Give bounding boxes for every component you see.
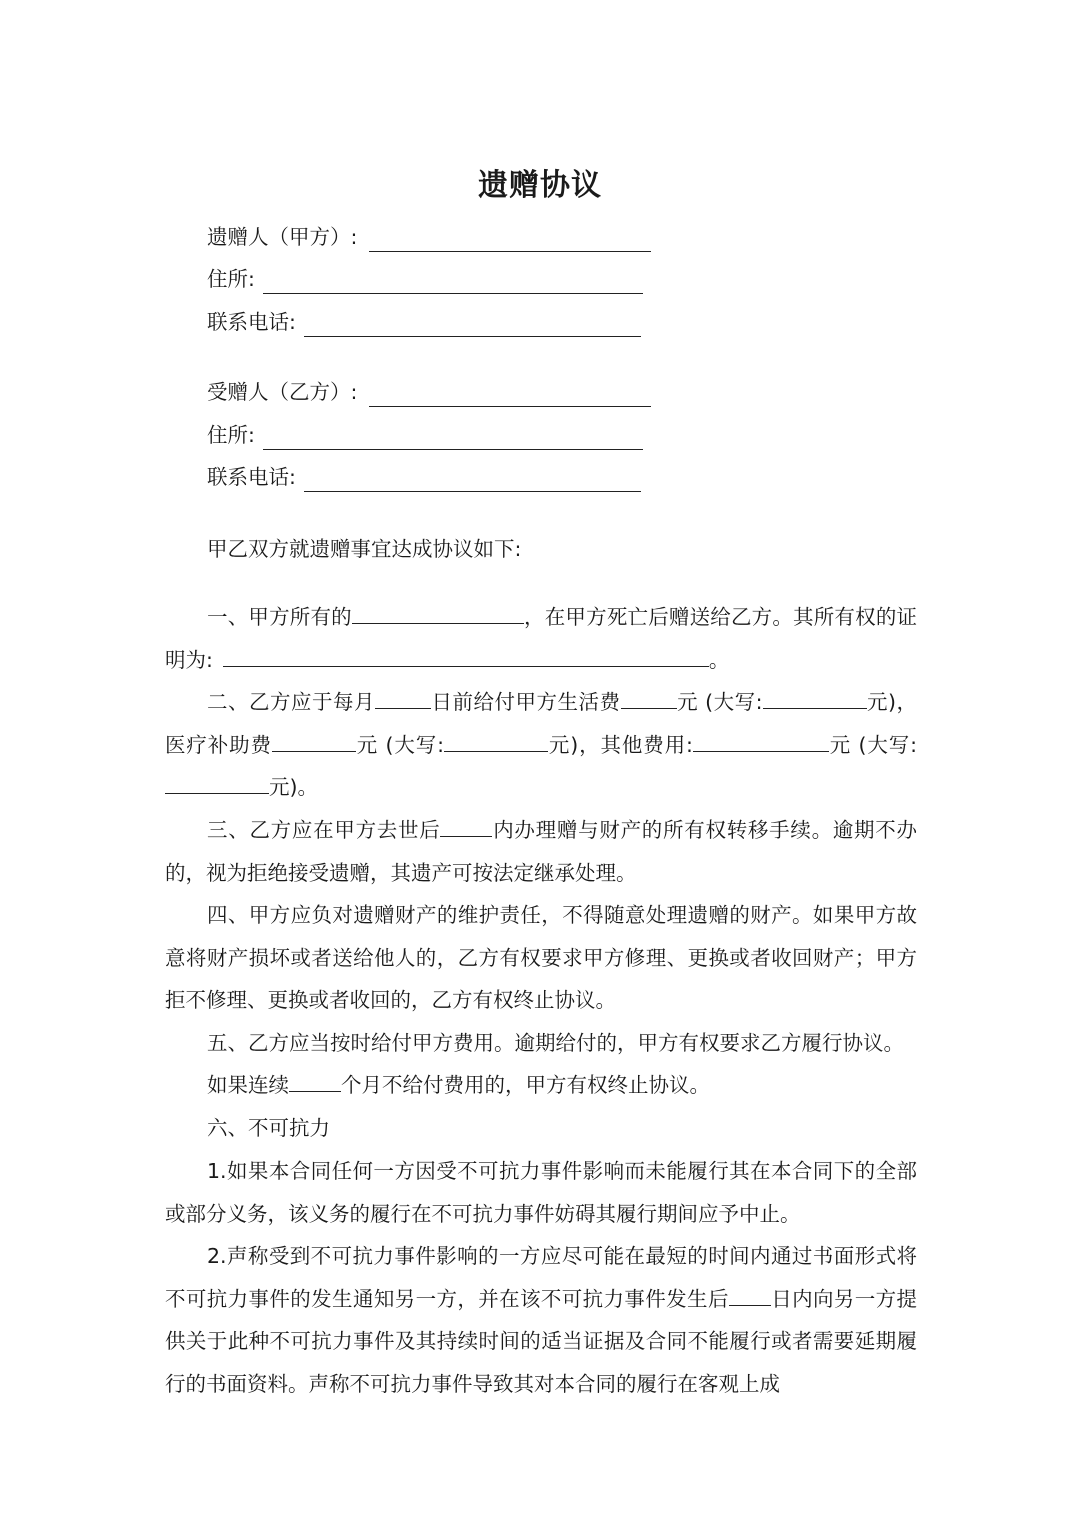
clause-5-continued (165, 1064, 917, 1107)
clause-1 (165, 596, 917, 681)
party-a-phone-label: 联系电话: (207, 310, 296, 334)
clause-6-item-2-text-a: 2.声称受到不可抗力事件影响的一方应尽可能在最短的时间内通过书面形式将不可抗力事件的发生通知另一方，并在该不可抗力事件发生后 (165, 1244, 917, 1311)
intro-text: 甲乙双方就遗赠事宜达成协议如下: (207, 537, 522, 561)
clause-2-text-e: 元 (大写: (355, 732, 445, 757)
clause-2-text-a: 二、乙方应于每月 (207, 690, 376, 714)
party-a-address-field (207, 264, 643, 294)
document-title: 遗赠协议 (478, 168, 602, 203)
clause-2-medical-fee-words-blank[interactable] (444, 731, 548, 752)
clause-3-text-b: 内办理赠与财产的所有权转移手续。逾期不办的，视为拒绝接受遗赠，其遗产可按法定继承处理。 (165, 818, 917, 885)
party-a-name-label: 遗赠人（甲方）: (207, 225, 358, 249)
clause-1-proof-blank[interactable] (223, 646, 709, 667)
party-a-address-label: 住所: (207, 267, 255, 291)
party-a-phone-blank[interactable] (304, 314, 641, 337)
clause-4: 四、甲方应负对遗赠财产的维护责任，不得随意处理遗赠的财产。如果甲方故意将财产损坏或者送给他人的，乙方有权要求甲方修理、更换或者收回财产；甲方拒不修理、更换或者收回的，乙方有权终止协议。 (165, 903, 917, 1012)
clause-2-text-b: 日前给付甲方生活费 (431, 690, 621, 714)
clause-2-text-d: 元)，医疗补助费 (165, 690, 918, 757)
party-b-phone-field (207, 462, 641, 492)
clause-2-text-f: 元)，其他费用: (548, 732, 693, 757)
clause-2-medical-fee-blank[interactable] (272, 731, 356, 752)
clause-1-text-a: 一、甲方所有的 (207, 605, 352, 629)
clause-6-item-1: 1.如果本合同任何一方因受不可抗力事件影响而未能履行其在本合同下的全部或部分义务，该义务的履行在不可抗力事件妨碍其履行期间应予中止。 (165, 1159, 917, 1226)
clause-2-text-c: 元 (大写: (676, 690, 763, 714)
clause-1-text-c: 。 (708, 647, 730, 672)
clause-2-text-g: 元 (大写: (828, 732, 918, 757)
clause-1-property-blank[interactable] (352, 603, 524, 624)
clause-2-day-blank[interactable] (375, 688, 431, 709)
clause-6-days-blank[interactable] (729, 1285, 771, 1306)
party-b-name-field (207, 377, 651, 407)
clause-2-text-h: 元)。 (269, 775, 318, 799)
clause-5-text-b: 个月不给付费用的，甲方有权终止协议。 (341, 1073, 710, 1097)
party-a-name-field (207, 222, 651, 252)
party-b-phone-blank[interactable] (304, 469, 641, 492)
clause-2-living-fee-blank[interactable] (621, 688, 677, 709)
party-b-name-label: 受赠人（乙方）: (207, 380, 358, 404)
party-b-address-label: 住所: (207, 423, 255, 447)
clause-5-months-blank[interactable] (289, 1071, 341, 1092)
clause-2-living-fee-words-blank[interactable] (763, 688, 867, 709)
party-a-phone-field (207, 307, 641, 337)
party-b-address-blank[interactable] (263, 427, 643, 450)
clause-3-period-blank[interactable] (440, 816, 492, 837)
clause-1-text-b: ，在甲方死亡后赠送给乙方。其所有权的证明为: (165, 605, 918, 672)
clause-3 (165, 809, 917, 894)
clause-2-other-fee-blank[interactable] (693, 731, 829, 752)
party-b-name-blank[interactable] (369, 384, 651, 407)
party-b-address-field (207, 420, 643, 450)
party-b-phone-label: 联系电话: (207, 465, 296, 489)
clause-5: 五、乙方应当按时给付甲方费用。逾期给付的，甲方有权要求乙方履行协议。 (207, 1031, 904, 1055)
clause-5-text-a: 如果连续 (207, 1073, 289, 1097)
party-a-name-blank[interactable] (369, 229, 651, 252)
clause-6-item-2-text-b: 日内向另一方提供关于此种不可抗力事件及其持续时间的适当证据及合同不能履行或者需要延期履行的书面资料。声称不可抗力事件导致其对本合同的履行在客观上成 (165, 1286, 918, 1396)
party-a-address-blank[interactable] (263, 271, 643, 294)
clause-6-item-2 (165, 1235, 917, 1405)
clause-6-title: 六、不可抗力 (207, 1116, 330, 1140)
clause-2 (165, 681, 917, 809)
clause-2-other-fee-words-blank[interactable] (165, 773, 269, 794)
clause-3-text-a: 三、乙方应在甲方去世后 (207, 818, 441, 842)
